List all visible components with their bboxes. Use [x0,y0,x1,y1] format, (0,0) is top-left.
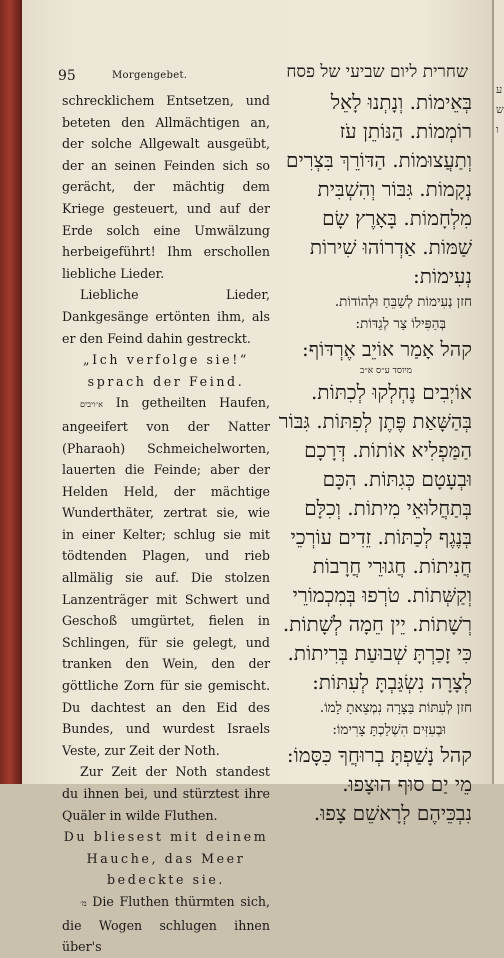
hebrew-line: שַׁמּוֹת. אַדְרוֹהוּ שִׁירוֹת [309,235,472,259]
hebrew-line: כִּי זָכַרְתָּ שְׁבוּעַת בְּרִיתוֹת. [287,641,472,665]
book-spine [0,0,22,784]
german-paragraph-spaced: Du bliesest mit deinem Hauche, das Meer bedeckte sie. [63,829,269,888]
german-translation-column [62,90,270,958]
german-marker: א״ויבים [80,400,103,410]
page-number: 95 [58,68,76,84]
hebrew-line: רוֹמְמוֹת. הַנּוֹתֵן עֹז [339,119,472,143]
hebrew-line: בְּנֶגֶף לְכַתּוֹת. זֵדִים עוֹרְכֵי [290,525,472,549]
hebrew-line: לְצָרָה נִשְׂגַּבְתָּ לְעִתּוֹת: [312,670,472,694]
hebrew-line: נְעִימוֹת: [413,264,472,288]
german-paragraph [62,891,270,958]
running-title: Morgengebet. [112,70,188,81]
german-paragraph-text: Die Fluthen thürmten sich, die Wogen schlugen ihnen über's [62,893,270,955]
hebrew-line: וְקַשְּׁתוֹת. טֹרְפוּ בְּמִכְמוֹרֵי [292,583,472,607]
hebrew-line: בְּאֵימוֹת. וְנָתְנוּ לָאֵל [330,90,472,114]
hebrew-line: נִבְכֵּיהֶם לְרָאשֵׁם צָפוּ. [313,801,472,825]
hebrew-line-small: חזן נְעִימוֹת לְשַׁבֵּחַ וּלְהוֹדוֹת. [334,294,472,310]
hebrew-line: חֲנִיתוֹת. חֲגוּרֵי חֲרָבוֹת [312,554,472,578]
german-paragraph: Liebliche Lieder, Dankgesänge ertönten ihm, als er den Feind dahin gestreckt. [62,287,270,346]
hebrew-note: מיוסד ע״ס א״ב [360,366,412,376]
hebrew-line: נְקָמוֹת. גִּבּוֹר וְהִשְׁבִּית [317,177,472,201]
hebrew-line: מֵי יַם סוּף הוּצָפוּ. [342,772,472,796]
hebrew-line: בְּהַשָּׁאַת פֶּתֶן לְפִתּוֹת. גִּבּוֹר [278,409,472,433]
german-paragraph: schrecklichem Entsetzen, und beteten den Allmächtigen an, der solche Allgewalt ausgeübt, der an seinen Feinden sich so gerächt, der mächtig dem Kriege gesteuert, und auf der Erde solch eine Umwälzung herbeigeführt! Ihm erschollen liebliche Lieder. [62,93,270,281]
hebrew-title: שחרית ליום שביעי של פסח [286,62,468,82]
hebrew-line: אוֹיְבִים נֶחְלְקוּ לְכִתּוֹת. [311,380,472,404]
hebrew-line: קהל נָשַׁפְתָּ בְרוּחֲךָ כִּסָּמוֹ: [286,743,472,767]
hebrew-line: קהל אָמַר אוֹיֵב אֶרְדּוֹף: [302,337,472,361]
german-paragraph [62,392,270,761]
next-page-edge [492,0,504,784]
hebrew-line: מִלְחָמוֹת. בָּאָרֶץ שָׂם [322,206,472,230]
german-paragraph: Zur Zeit der Noth standest du ihnen bei, und stürztest ihre Quäler in wilde Fluthen. [62,764,270,823]
hebrew-line: בְּתַחֲלוּאֵי מִיתוֹת. וְכִלָּם [304,496,472,520]
hebrew-line: וּבְעָטָם כְּגִתּוֹת. הִכָּם [322,467,472,491]
hebrew-line: וְתַעֲצוּמוֹת. הַדּוֹרֵךְ בִּצְרִים [285,148,472,172]
german-paragraph-text: In getheilten Haufen, angeeifert von der Natter (Pharaoh) Schmeichelworten, lauerten die Feinde; aber der Helden Held, der mächtige Wunderthäter, zertrat sie, wie in einer Kelter; schlug sie mit tödtenden Plagen, und rieb allmälig sie auf. Die stolzen Lanzenträger mit Schwert und Geschoß umgürtet, fielen in Schlingen, für sie gelegt, und tranken den Wein, den der göttliche Zorn für sie gemischt. Du dachtest an den Eid des Bundes, und wurdest Israels Veste, zur Zeit der Noth. [62,395,270,758]
hebrew-line-small: חזן לְעִתּוֹת בַּצָּרָה נִמְצֵאתָ לָמוֹ. [319,700,472,716]
hebrew-line: הַמַּפְלִיא אוֹתוֹת. דְּרָכָם [304,438,472,462]
german-marker: מ׳ [80,898,87,908]
hebrew-line: רְשָׁתוֹת. יֵין חֵמָה לְשָׁתוֹת. [282,612,472,636]
next-page-letters: ע ש ו [496,83,504,136]
german-paragraph-spaced: „Ich verfolge sie!“ sprach der Feind. [83,352,249,389]
hebrew-text-column [274,88,472,828]
hebrew-line-small: בְּהַפִּילוֹ צַר לְגַדּוֹת: [355,316,446,332]
hebrew-line-small: וּבְעִזִּים הִשְׁלַכְתָּ צָרִימוֹ: [332,722,446,738]
